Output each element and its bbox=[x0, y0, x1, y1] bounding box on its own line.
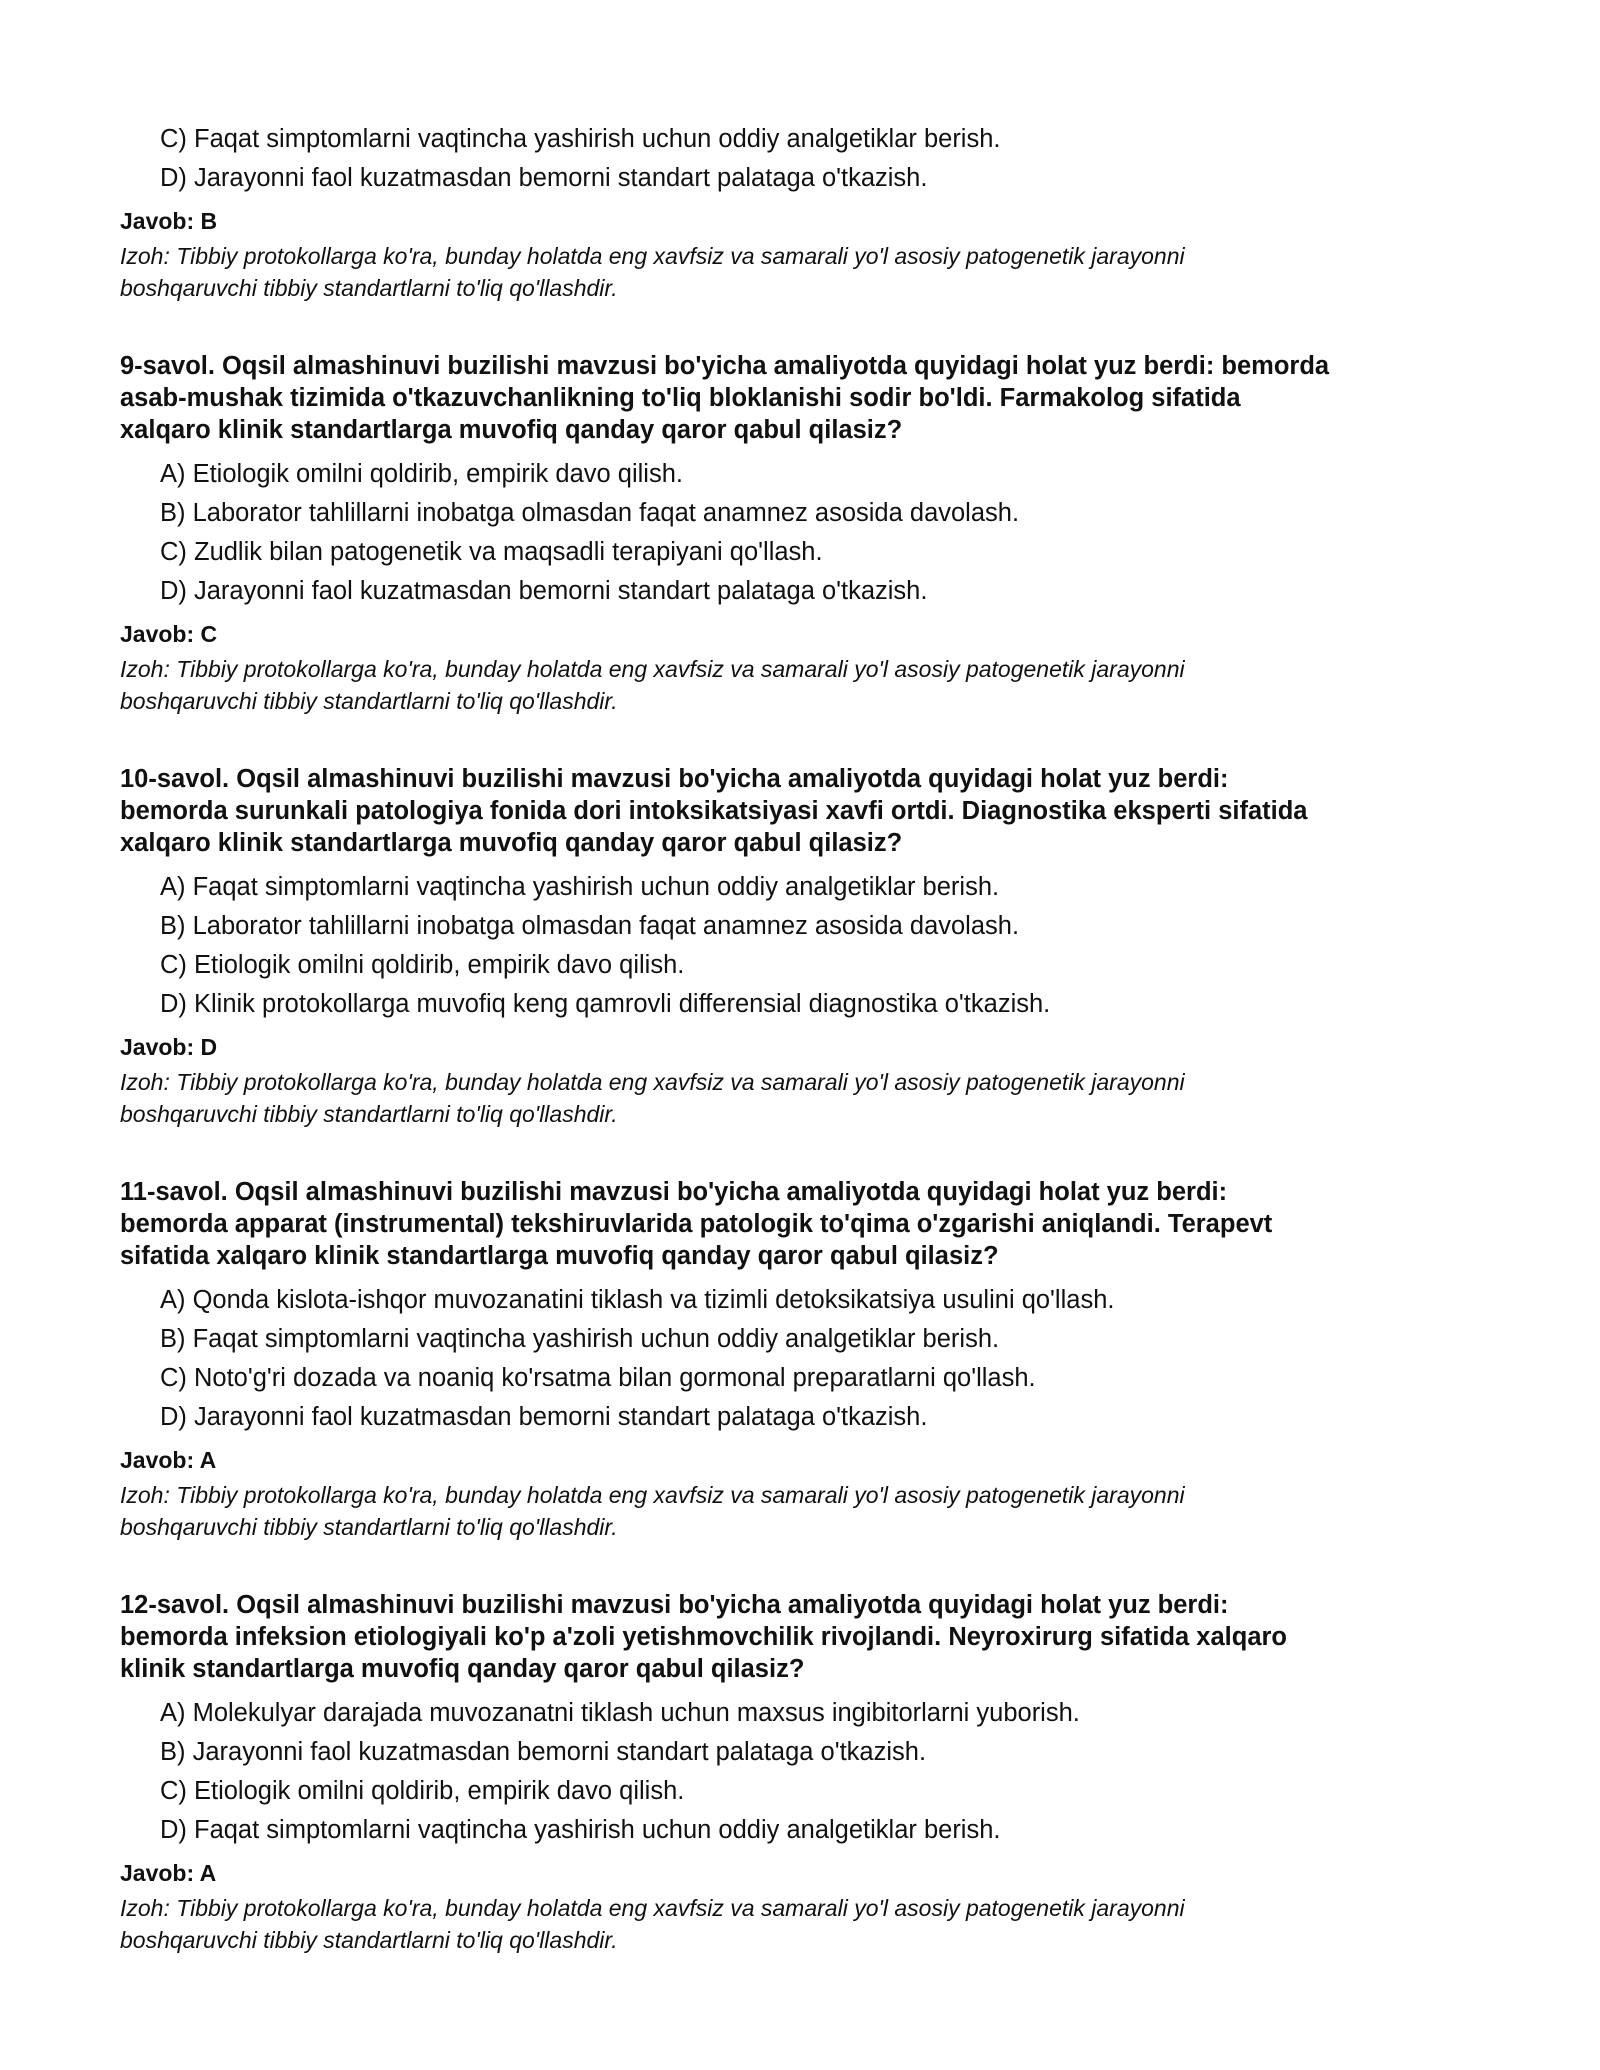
option-a: A) Etiologik omilni qoldirib, empirik davo qilish. bbox=[160, 460, 683, 488]
option-c: C) Zudlik bilan patogenetik va maqsadli terapiyani qo'llash. bbox=[160, 538, 823, 566]
question-title-line: klinik standartlarga muvofiq qanday qaror qabul qilasiz? bbox=[120, 1655, 805, 1683]
explanation-note bbox=[120, 1892, 1500, 1956]
document-page bbox=[120, 120, 1500, 1956]
question-title-line: 12-savol. Oqsil almashinuvi buzilishi mavzusi bo'yicha amaliyotda quyidagi holat yuz berdi: bbox=[120, 1591, 1229, 1619]
explanation-line: boshqaruvchi tibbiy standartlarni to'liq qo'llashdir. bbox=[120, 275, 618, 301]
question-title-line: bemorda infeksion etiologiyali ko'p a'zoli yetishmovchilik rivojlandi. Neyroxirurg sifatida xalqaro bbox=[120, 1623, 1288, 1651]
explanation-line: boshqaruvchi tibbiy standartlarni to'liq qo'llashdir. bbox=[120, 1101, 618, 1127]
option-d: D) Faqat simptomlarni vaqtincha yashirish uchun oddiy analgetiklar berish. bbox=[160, 1816, 1001, 1844]
question-title-line: bemorda apparat (instrumental) tekshiruvlarida patologik to'qima o'zgarishi aniqlandi. Terapevt bbox=[120, 1210, 1273, 1238]
explanation-line: Izoh: Tibbiy protokollarga ko'ra, bunday holatda eng xavfsiz va samarali yo'l asosiy patogenetik jarayonni bbox=[120, 656, 1185, 682]
explanation-note bbox=[120, 1479, 1500, 1543]
explanation-note bbox=[120, 653, 1500, 717]
option-b: B) Faqat simptomlarni vaqtincha yashirish uchun oddiy analgetiklar berish. bbox=[160, 1325, 1000, 1353]
question-title-line: bemorda surunkali patologiya fonida dori intoksikatsiyasi xavfi ortdi. Diagnostika eksperti sifatida bbox=[120, 797, 1308, 825]
question-title-line: xalqaro klinik standartlarga muvofiq qanday qaror qabul qilasiz? bbox=[120, 416, 903, 444]
option-a: A) Molekulyar darajada muvozanatni tiklash uchun maxsus ingibitorlarni yuborish. bbox=[160, 1699, 1080, 1727]
option-d: D) Klinik protokollarga muvofiq keng qamrovli differensial diagnostika o'tkazish. bbox=[160, 990, 1051, 1018]
explanation-line: Izoh: Tibbiy protokollarga ko'ra, bunday holatda eng xavfsiz va samarali yo'l asosiy patogenetik jarayonni bbox=[120, 1482, 1185, 1508]
answer-label: Javob: A bbox=[120, 1860, 217, 1886]
option-a: A) Qonda kislota-ishqor muvozanatini tiklash va tizimli detoksikatsiya usulini qo'llash. bbox=[160, 1286, 1115, 1314]
explanation-line: Izoh: Tibbiy protokollarga ko'ra, bunday holatda eng xavfsiz va samarali yo'l asosiy patogenetik jarayonni bbox=[120, 1895, 1185, 1921]
explanation-line: Izoh: Tibbiy protokollarga ko'ra, bunday holatda eng xavfsiz va samarali yo'l asosiy patogenetik jarayonni bbox=[120, 243, 1185, 269]
explanation-line: Izoh: Tibbiy protokollarga ko'ra, bunday holatda eng xavfsiz va samarali yo'l asosiy patogenetik jarayonni bbox=[120, 1069, 1185, 1095]
question-title bbox=[120, 1176, 1500, 1272]
option-d: D) Jarayonni faol kuzatmasdan bemorni standart palataga o'tkazish. bbox=[160, 1403, 928, 1431]
explanation-line: boshqaruvchi tibbiy standartlarni to'liq qo'llashdir. bbox=[120, 688, 618, 714]
explanation-line: boshqaruvchi tibbiy standartlarni to'liq qo'llashdir. bbox=[120, 1927, 618, 1953]
option-a: A) Faqat simptomlarni vaqtincha yashirish uchun oddiy analgetiklar berish. bbox=[160, 873, 1000, 901]
option-d: D) Jarayonni faol kuzatmasdan bemorni standart palataga o'tkazish. bbox=[160, 577, 928, 605]
question-title-line: xalqaro klinik standartlarga muvofiq qanday qaror qabul qilasiz? bbox=[120, 829, 903, 857]
question-title-line: 10-savol. Oqsil almashinuvi buzilishi mavzusi bo'yicha amaliyotda quyidagi holat yuz berdi: bbox=[120, 765, 1229, 793]
option-b: B) Jarayonni faol kuzatmasdan bemorni standart palataga o'tkazish. bbox=[160, 1738, 927, 1766]
answer-label: Javob: D bbox=[120, 1034, 218, 1060]
option-b: B) Laborator tahlillarni inobatga olmasdan faqat anamnez asosida davolash. bbox=[160, 912, 1020, 940]
question-title bbox=[120, 763, 1500, 859]
option-c: C) Etiologik omilni qoldirib, empirik davo qilish. bbox=[160, 951, 685, 979]
option-c: C) Faqat simptomlarni vaqtincha yashirish uchun oddiy analgetiklar berish. bbox=[160, 125, 1001, 153]
answer-label: Javob: B bbox=[120, 208, 218, 234]
question-9 bbox=[120, 350, 1500, 717]
question-title bbox=[120, 350, 1500, 446]
explanation-note bbox=[120, 240, 1500, 304]
option-c: C) Etiologik omilni qoldirib, empirik davo qilish. bbox=[160, 1777, 685, 1805]
explanation-note bbox=[120, 1066, 1500, 1130]
option-c: C) Noto'g'ri dozada va noaniq ko'rsatma bilan gormonal preparatlarni qo'llash. bbox=[160, 1364, 1036, 1392]
question-title bbox=[120, 1589, 1500, 1685]
explanation-line: boshqaruvchi tibbiy standartlarni to'liq qo'llashdir. bbox=[120, 1514, 618, 1540]
answer-label: Javob: A bbox=[120, 1447, 217, 1473]
question-12 bbox=[120, 1589, 1500, 1956]
option-b: B) Laborator tahlillarni inobatga olmasdan faqat anamnez asosida davolash. bbox=[160, 499, 1020, 527]
question-8-continued bbox=[120, 120, 1500, 304]
question-title-line: 9-savol. Oqsil almashinuvi buzilishi mavzusi bo'yicha amaliyotda quyidagi holat yuz berdi: bemorda bbox=[120, 352, 1330, 380]
question-11 bbox=[120, 1176, 1500, 1543]
question-title-line: 11-savol. Oqsil almashinuvi buzilishi mavzusi bo'yicha amaliyotda quyidagi holat yuz berdi: bbox=[120, 1178, 1228, 1206]
option-d: D) Jarayonni faol kuzatmasdan bemorni standart palataga o'tkazish. bbox=[160, 164, 928, 192]
question-10 bbox=[120, 763, 1500, 1130]
answer-label: Javob: C bbox=[120, 621, 218, 647]
question-title-line: asab-mushak tizimida o'tkazuvchanlikning to'liq bloklanishi sodir bo'ldi. Farmakolog sifatida bbox=[120, 384, 1241, 412]
question-title-line: sifatida xalqaro klinik standartlarga muvofiq qanday qaror qabul qilasiz? bbox=[120, 1242, 999, 1270]
